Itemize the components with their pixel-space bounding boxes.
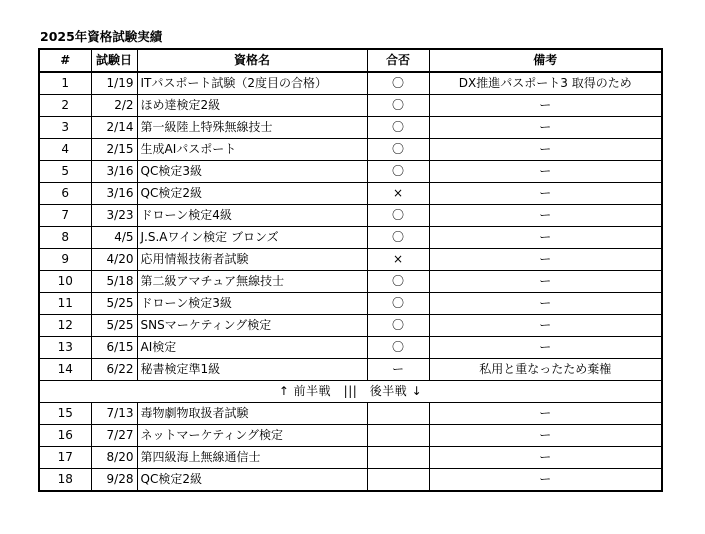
- row-number: 3: [39, 117, 91, 139]
- qualification-name: 応用情報技術者試験: [137, 249, 367, 271]
- pass-fail: 〇: [367, 271, 429, 293]
- remarks: ー: [429, 249, 662, 271]
- second-half-rows: [39, 403, 662, 492]
- pass-fail: ×: [367, 183, 429, 205]
- table-row: [39, 72, 662, 95]
- qualification-name: SNSマーケティング検定: [137, 315, 367, 337]
- qualification-name: ドローン検定3級: [137, 293, 367, 315]
- exam-date: 4/20: [91, 249, 137, 271]
- header-note: 備考: [429, 49, 662, 72]
- row-number: 16: [39, 425, 91, 447]
- table-row: [39, 425, 662, 447]
- pass-fail: 〇: [367, 161, 429, 183]
- remarks: ー: [429, 469, 662, 492]
- exam-date: 6/15: [91, 337, 137, 359]
- header-row: [39, 49, 662, 72]
- remarks: ー: [429, 117, 662, 139]
- table-row: [39, 117, 662, 139]
- pass-fail: [367, 425, 429, 447]
- row-number: 8: [39, 227, 91, 249]
- row-number: 18: [39, 469, 91, 492]
- exam-results-table: [38, 48, 663, 492]
- table-row: [39, 139, 662, 161]
- pass-fail: 〇: [367, 337, 429, 359]
- exam-date: 2/15: [91, 139, 137, 161]
- remarks: DX推進パスポート3 取得のため: [429, 72, 662, 95]
- pass-fail: 〇: [367, 117, 429, 139]
- pass-fail: ー: [367, 359, 429, 381]
- table-row: [39, 403, 662, 425]
- qualification-name: 第四級海上無線通信士: [137, 447, 367, 469]
- qualification-name: QC検定2級: [137, 183, 367, 205]
- sheet-title: 2025年資格試験実績: [40, 29, 163, 44]
- row-number: 13: [39, 337, 91, 359]
- qualification-name: 第二級アマチュア無線技士: [137, 271, 367, 293]
- row-number: 15: [39, 403, 91, 425]
- first-half-rows: [39, 72, 662, 381]
- remarks: ー: [429, 315, 662, 337]
- row-number: 6: [39, 183, 91, 205]
- remarks: ー: [429, 425, 662, 447]
- pass-fail: 〇: [367, 139, 429, 161]
- table-row: [39, 161, 662, 183]
- exam-date: 3/16: [91, 161, 137, 183]
- qualification-name: 生成AIパスポート: [137, 139, 367, 161]
- row-number: 12: [39, 315, 91, 337]
- header-date: 試験日: [91, 49, 137, 72]
- exam-date: 5/25: [91, 293, 137, 315]
- row-number: 14: [39, 359, 91, 381]
- row-number: 2: [39, 95, 91, 117]
- row-number: 5: [39, 161, 91, 183]
- qualification-name: ITパスポート試験（2度目の合格）: [137, 72, 367, 95]
- divider-section: [39, 381, 662, 403]
- qualification-name: QC検定3級: [137, 161, 367, 183]
- exam-date: 4/5: [91, 227, 137, 249]
- pass-fail: 〇: [367, 95, 429, 117]
- exam-date: 1/19: [91, 72, 137, 95]
- pass-fail: [367, 403, 429, 425]
- exam-date: 3/23: [91, 205, 137, 227]
- exam-date: 7/13: [91, 403, 137, 425]
- remarks: ー: [429, 337, 662, 359]
- qualification-name: J.S.Aワイン検定 ブロンズ: [137, 227, 367, 249]
- header-result: 合否: [367, 49, 429, 72]
- pass-fail: 〇: [367, 72, 429, 95]
- row-number: 4: [39, 139, 91, 161]
- remarks: ー: [429, 95, 662, 117]
- table-row: [39, 183, 662, 205]
- remarks: ー: [429, 447, 662, 469]
- table-row: [39, 227, 662, 249]
- half-divider: ↑ 前半戦 ||| 後半戦 ↓: [39, 381, 662, 403]
- table-row: [39, 249, 662, 271]
- qualification-name: AI検定: [137, 337, 367, 359]
- pass-fail: 〇: [367, 205, 429, 227]
- pass-fail: 〇: [367, 293, 429, 315]
- remarks: ー: [429, 227, 662, 249]
- exam-date: 7/27: [91, 425, 137, 447]
- row-number: 7: [39, 205, 91, 227]
- pass-fail: 〇: [367, 227, 429, 249]
- table-row: [39, 95, 662, 117]
- qualification-name: 第一級陸上特殊無線技士: [137, 117, 367, 139]
- exam-date: 9/28: [91, 469, 137, 492]
- qualification-name: 毒物劇物取扱者試験: [137, 403, 367, 425]
- table-row: [39, 205, 662, 227]
- exam-date: 2/14: [91, 117, 137, 139]
- row-number: 10: [39, 271, 91, 293]
- qualification-name: 秘書検定準1級: [137, 359, 367, 381]
- pass-fail: 〇: [367, 315, 429, 337]
- pass-fail: [367, 469, 429, 492]
- exam-date: 5/18: [91, 271, 137, 293]
- row-number: 9: [39, 249, 91, 271]
- qualification-name: ほめ達検定2級: [137, 95, 367, 117]
- table-row: [39, 469, 662, 492]
- remarks: ー: [429, 403, 662, 425]
- table-row: [39, 359, 662, 381]
- row-number: 17: [39, 447, 91, 469]
- table-row: [39, 337, 662, 359]
- qualification-name: ドローン検定4級: [137, 205, 367, 227]
- remarks: 私用と重なったため棄権: [429, 359, 662, 381]
- header-num: #: [39, 49, 91, 72]
- divider-row: [39, 381, 662, 403]
- exam-date: 2/2: [91, 95, 137, 117]
- remarks: ー: [429, 183, 662, 205]
- row-number: 11: [39, 293, 91, 315]
- qualification-name: QC検定2級: [137, 469, 367, 492]
- exam-date: 5/25: [91, 315, 137, 337]
- remarks: ー: [429, 205, 662, 227]
- table-row: [39, 271, 662, 293]
- remarks: ー: [429, 271, 662, 293]
- qualification-name: ネットマーケティング検定: [137, 425, 367, 447]
- table-row: [39, 315, 662, 337]
- remarks: ー: [429, 161, 662, 183]
- exam-date: 6/22: [91, 359, 137, 381]
- header-name: 資格名: [137, 49, 367, 72]
- pass-fail: [367, 447, 429, 469]
- exam-date: 3/16: [91, 183, 137, 205]
- table-row: [39, 293, 662, 315]
- remarks: ー: [429, 139, 662, 161]
- row-number: 1: [39, 72, 91, 95]
- exam-date: 8/20: [91, 447, 137, 469]
- remarks: ー: [429, 293, 662, 315]
- pass-fail: ×: [367, 249, 429, 271]
- table-row: [39, 447, 662, 469]
